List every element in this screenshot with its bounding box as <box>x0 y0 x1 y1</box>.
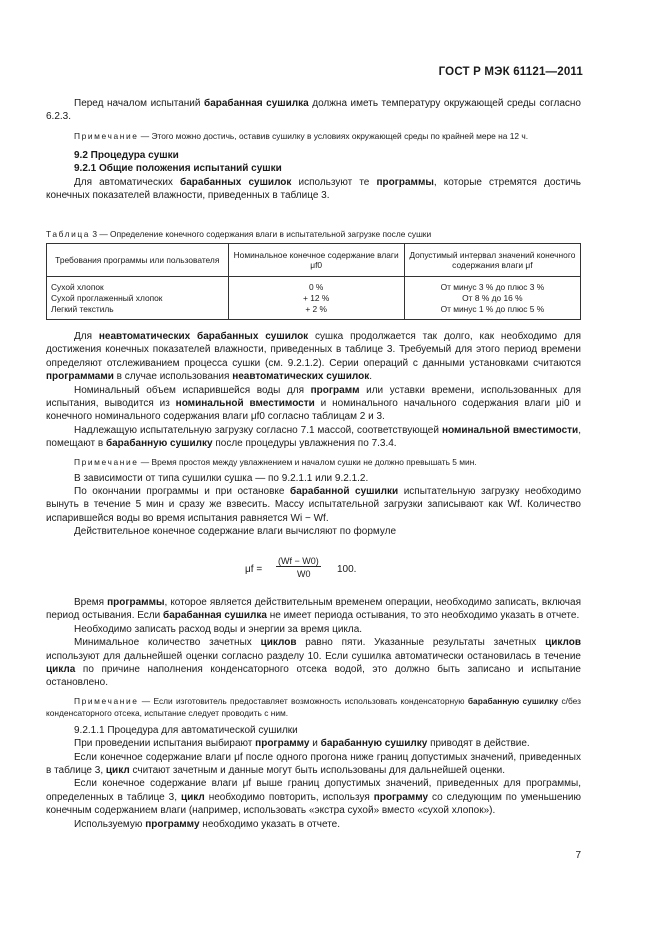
section-9-2-1-heading: 9.2.1 Общие положения испытаний сушки <box>74 163 282 175</box>
paragraph-nominal-volume: Номинальный объем испарившейся воды для программ или уставки времени, использованных для испытания, выводится из номинальной вместимости и номинального начального содержания влаги μi0 и конечного номинального содержания влаги μf0 согласно таблицам 2 и 3. <box>46 384 581 423</box>
paragraph-program-time: Время программы, которое является действительным временем операции, необходимо записать, включая период остывания. Если барабанная сушилка не имеет периода остывания, то это необходимо указать в отчете. <box>46 597 581 622</box>
section-9-2-heading: 9.2 Процедура сушки <box>74 149 179 161</box>
paragraph-cycles: Минимальное количество зачетных циклов равно пяти. Указанные результаты зачетных циклов используют для дальнейшей оценки согласно разделу 10. Если сушилка автоматически остановилась в течение цикла по причине наполнения конденсаторного отсека водой, это должно быть записано и испытание остановлено. <box>46 637 581 689</box>
table-3-block <box>46 228 581 320</box>
paragraph-consumption: Необходимо записать расход воды и энергии за время цикла. <box>74 623 363 635</box>
paragraph-test-load: Надлежащую испытательную загрузку согласно 7.1 массой, соответствующей номинальной вместимости, помещают в барабанную сушилку после процедуры увлажнения по 7.3.4. <box>46 424 581 450</box>
paragraph-below-limit: Если конечное содержание влаги μf после одного прогона ниже границ допустимых значений, приведенных в таблице 3, цикл считают зачетным и данные могут быть использованы для дальнейшей оценки. <box>46 751 581 777</box>
header-program: Требования программы или пользователя <box>47 244 229 277</box>
paragraph-dryer-type: В зависимости от типа сушилки сушка — по 9.2.1.1 или 9.2.1.2. <box>74 472 369 484</box>
cell-nominal: 0 % + 12 % + 2 % <box>228 277 404 320</box>
paragraph-start-test: При проведении испытания выбирают программу и барабанную сушилку приводят в действие. <box>74 738 530 750</box>
paragraph-manual-dryers: Для неавтоматических барабанных сушилок сушка продолжается так долго, как необходимо для достижения конечных показателей влажности, приведенных в таблице 3. Требуемый для этого период времени определяют отслеживанием процесса сушки (см. 9.2.1.2). Серии операций с данными установками считаются программами в случае использования неавтоматических сушилок. <box>46 331 581 383</box>
table-row <box>47 277 581 320</box>
moisture-formula: μf = (Wf − W0) W0 100. <box>245 556 357 579</box>
header-interval: Допустимый интервал значений конечного содержания влаги μf <box>404 244 580 277</box>
page-number: 7 <box>575 850 581 861</box>
note-condenser: Примечание — Если изготовитель предоставляет возможность использовать конденсаторную барабанную сушилку с/без конденсаторного отсека, испытание следует проводить с ним. <box>46 695 581 718</box>
table-caption: Таблица 3 — Определение конечного содержания влаги в испытательной загрузке после сушки <box>46 229 432 239</box>
intro-block <box>46 97 581 202</box>
paragraph-report-program: Используемую программу необходимо указать в отчете. <box>74 818 340 830</box>
paragraph-above-limit: Если конечное содержание влаги μf выше границ допустимых значений, приведенных для программы, определенных в таблице 3, цикл необходимо повторить, используя программу со следующим по уменьшению конечным содержанием влаги (например, использовать «экстра сухой» вместо «сухой хлопок»). <box>46 778 581 817</box>
body-block-2 <box>46 596 581 831</box>
table-header-row <box>47 244 581 277</box>
paragraph-weighing: По окончании программы и при остановке барабанной сушилки испытательную загрузку необходимо вынуть в течение 5 мин и сразу же взвесить. Массу испытательной загрузки записывают как Wf. Количество испарившейся воды во время испытания равняется Wi − Wf. <box>46 486 582 524</box>
body-block-1 <box>46 330 581 539</box>
note-ambient: Примечание — Этого можно достичь, оставив сушилку в условиях окружающей среды по крайней мере на 12 ч. <box>74 130 529 141</box>
note-idle-time: Примечание — Время простоя между увлажнением и началом сушки не должно превышать 5 мин. <box>74 456 477 467</box>
header-nominal: Номинальное конечное содержание влаги μf0 <box>228 244 404 277</box>
paragraph-formula-intro: Действительное конечное содержание влаги вычисляют по формуле <box>74 526 397 538</box>
paragraph-auto-programs: Для автоматических барабанных сушилок используют те программы, которые стремятся достичь конечных показателей влажности, приведенных в таблице 3. <box>46 176 582 202</box>
section-9-2-1-1-heading: 9.2.1.1 Процедура для автоматической сушилки <box>74 724 298 736</box>
paragraph-preheat: Перед началом испытаний барабанная сушилка должна иметь температуру окружающей среды согласно 6.2.3. <box>46 98 581 123</box>
cell-programs: Сухой хлопок Сухой проглаженный хлопок Легкий текстиль <box>47 277 229 320</box>
cell-interval: От минус 3 % до плюс 3 % От 8 % до 16 % От минус 1 % до плюс 5 % <box>404 277 580 320</box>
moisture-table <box>46 243 581 320</box>
document-header: ГОСТ Р МЭК 61121—2011 <box>438 66 583 78</box>
